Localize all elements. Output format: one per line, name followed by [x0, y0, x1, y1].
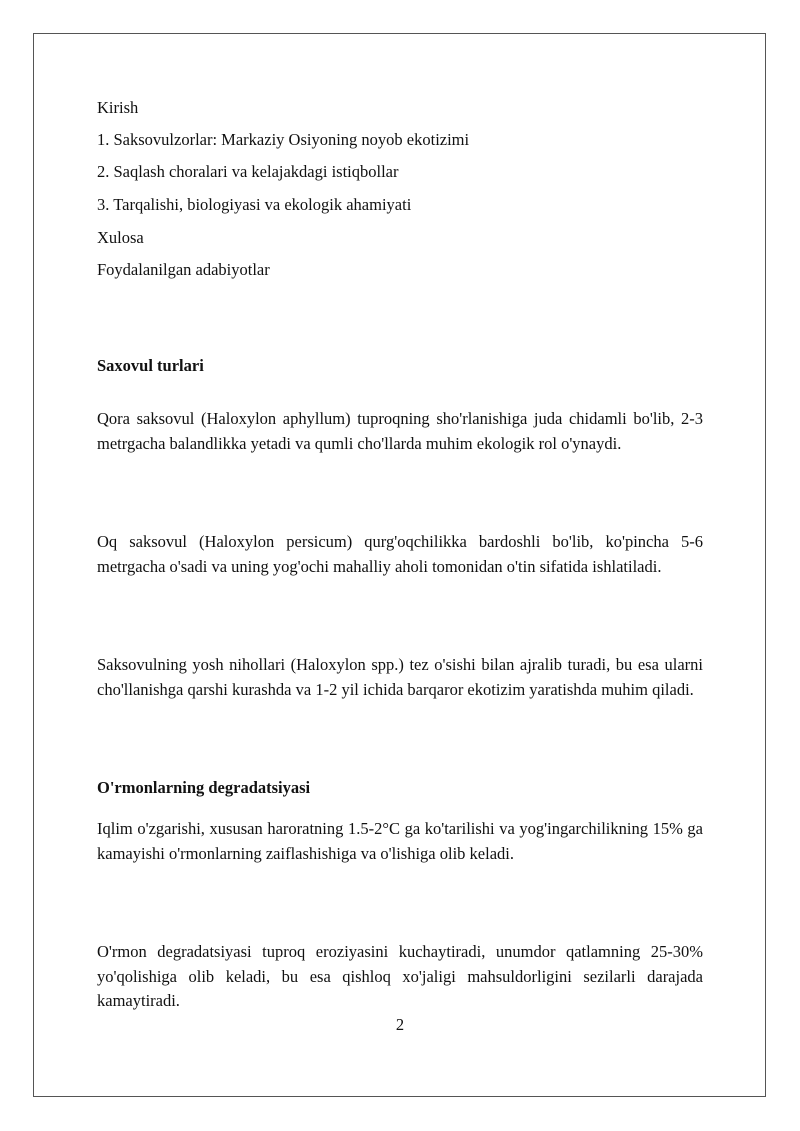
toc-item-2: 2. Saqlash choralari va kelajakdagi istiqbollar [97, 162, 399, 181]
paragraph-oq-saksovul: Oq saksovul (Haloxylon persicum) qurg'oqchilikka bardoshli bo'lib, ko'pincha 5-6 metrgacha o'sadi va uning yog'ochi mahalliy aholi tomonidan o'tin sifatida ishlatiladi. [97, 532, 703, 576]
toc-item-intro: Kirish [97, 98, 139, 117]
paragraph-ormon-degradatsiyasi: O'rmon degradatsiyasi tuproq eroziyasini kuchaytiradi, unumdor qatlamning 25-30% yo'qolishiga olib keladi, bu esa qishloq xo'jaligi mahsuldorligini sezilarli darajada kamaytiradi. [97, 942, 703, 1010]
section-heading-degradatsiya: O'rmonlarning degradatsiyasi [97, 778, 311, 797]
toc-item-conclusion: Xulosa [97, 228, 144, 247]
toc-item-3: 3. Tarqalishi, biologiyasi va ekologik ahamiyati [97, 195, 412, 214]
paragraph-iqlim-ozgarishi: Iqlim o'zgarishi, xususan haroratning 1.5-2°C ga ko'tarilishi va yog'ingarchilikning 15% ga kamayishi o'rmonlarning zaiflashishiga va o'lishiga olib keladi. [97, 819, 703, 863]
page-number: 2 [395, 1015, 405, 1034]
paragraph-yosh-nihollar: Saksovulning yosh nihollari (Haloxylon spp.) tez o'sishi bilan ajralib turadi, bu esa ularni cho'llanishga qarshi kurashda va 1-2 yil ichida barqaror ekotizim yaratishda muhim qiladi. [97, 655, 703, 699]
section-heading-saxovul-turlari: Saxovul turlari [97, 356, 204, 375]
paragraph-qora-saksovul: Qora saksovul (Haloxylon aphyllum) tuproqning sho'rlanishiga juda chidamli bo'lib, 2-3 metrgacha balandlikka yetadi va qumli cho'llarda muhim ekologik rol o'ynaydi. [97, 409, 703, 453]
toc-item-references: Foydalanilgan adabiyotlar [97, 260, 270, 279]
toc-item-1: 1. Saksovulzorlar: Markaziy Osiyoning noyob ekotizimi [97, 130, 470, 149]
